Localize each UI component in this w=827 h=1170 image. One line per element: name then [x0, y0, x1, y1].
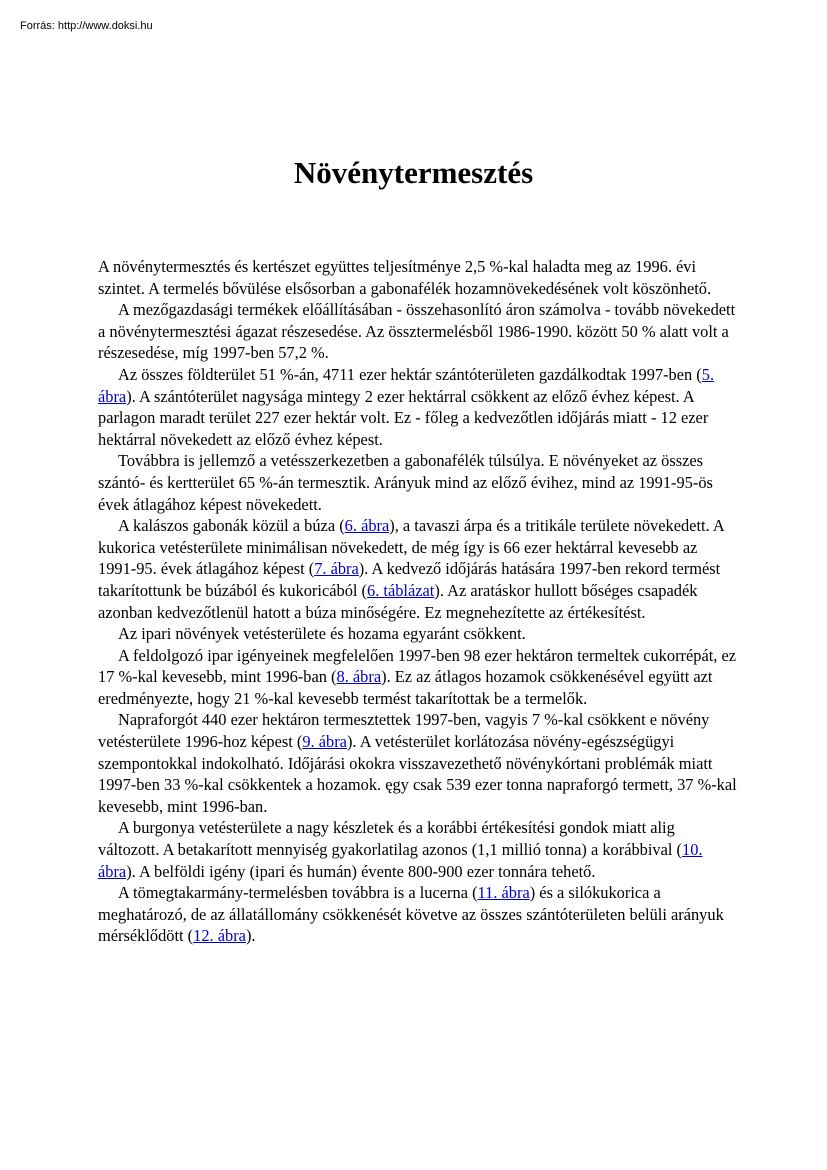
paragraph-text: Továbbra is jellemző a vetésszerkezetben a gabonafélék túlsúlya. E növényeket az összes szántó- és kertterület 65 %-án termesztik. Arányuk mind az előző évihez, mind az 1991-95-ös évek átlagához képest növekedett. — [98, 451, 713, 514]
paragraph-text: ). Az aratáskor hullott bőséges csapadék azonban kedvezőtlenül hatott a búza minőségére. Ez megnehezítette az értékesítést. — [98, 580, 698, 622]
paragraph — [98, 882, 738, 947]
page-title: Növénytermesztés — [293, 155, 534, 190]
paragraph-text: ). A belföldi igény (ipari és humán) évente 800-900 ezer tonnára tehető. — [126, 861, 596, 881]
paragraph-text: A növénytermesztés és kertészet együttes teljesítménye 2,5 %-kal haladta meg az 1996. évi szintet. A termelés bővülése elsősorban a gabonafélék hozamnövekedésének volt köszönhető. — [98, 257, 712, 298]
source-line: Forrás: http://www.doksi.hu — [20, 20, 153, 32]
figure-link[interactable]: 11. ábra — [477, 883, 530, 903]
figure-link[interactable]: 10. ábra — [98, 840, 703, 881]
paragraph — [98, 515, 738, 623]
paragraph — [98, 364, 738, 450]
figure-link[interactable]: 8. ábra — [336, 667, 382, 687]
paragraph-text: Az összes földterület 51 %-án, 4711 ezer hektár szántóterületen gazdálkodtak 1997-ben ( — [118, 364, 702, 384]
paragraph-text: ). A vetésterület korlátozása növény-egészségügyi szempontokkal indokolható. Időjárási okokra visszavezethető növénykórtani problémák miatt 1997-ben 33 %-kal csökkentek a hozamok. ęgy csak 539 ezer tonna napraforgó termett, 37 %-kal kevesebb, mint 1996-ban. — [98, 732, 737, 816]
paragraph — [98, 450, 738, 515]
paragraph — [98, 709, 738, 817]
figure-link[interactable]: 9. ábra — [302, 732, 347, 752]
paragraph-text: ), a tavaszi árpa és a tritikále területe növekedett. A kukorica vetésterülete minimálisan növekedett, de még így is 66 ezer hektárral kevesebb az 1991-95. évek átlagához képest ( — [98, 516, 724, 579]
paragraph-text: A mezőgazdasági termékek előállításában - összehasonlító áron számolva - tovább növekedett a növénytermesztési ágazat részesedése. Az össztermelésből 1986-1990. között 50 % alatt volt a részesedése, míg 1997-ben 57,2 %. — [98, 300, 736, 363]
paragraph-text: A kalászos gabonák közül a búza ( — [118, 516, 345, 536]
paragraph-text: A burgonya vetésterülete a nagy készletek és a korábbi értékesítési gondok miatt alig változott. A betakarított mennyiség gyakorlatilag azonos (1,1 millió tonna) a korábbival ( — [98, 818, 682, 860]
paragraph-text: ). A szántóterület nagysága mintegy 2 ezer hektárral csökkent az előző évhez képest. A parlagon maradt terület 227 ezer hektár volt. Ez - főleg a kedvezőtlen időjárás miatt - 12 ezer hektárral növekedett az előző évhez képest. — [98, 386, 709, 449]
paragraph — [98, 623, 738, 645]
figure-link[interactable]: 5. ábra — [98, 364, 715, 406]
paragraph — [98, 299, 738, 364]
paragraph-text: A feldolgozó ipar igényeinek megfelelően 1997-ben 98 ezer hektáron termeltek cukorrépát, ez 17 %-kal kevesebb, mint 1996-ban ( — [98, 645, 737, 687]
paragraph-text: ). — [245, 926, 256, 946]
paragraph — [98, 645, 738, 710]
paragraph — [98, 817, 738, 882]
paragraph-text: ). A kedvező időjárás hatására 1997-ben rekord termést takarítottunk be búzából és kukoricából ( — [98, 559, 721, 600]
figure-link[interactable]: 7. ábra — [314, 559, 359, 579]
paragraph-text: Az ipari növények vetésterülete és hozama egyaránt csökkent. — [118, 624, 526, 644]
figure-link[interactable]: 12. ábra — [193, 926, 246, 946]
figure-link[interactable]: 6. ábra — [344, 516, 390, 536]
body-text — [98, 256, 738, 947]
paragraph-text: ) és a silókukorica a meghatározó, de az állatállomány csökkenését követve az összes szántóterületen belüli arányuk mérséklődött ( — [98, 883, 724, 946]
paragraph-text: Napraforgót 440 ezer hektáron termesztettek 1997-ben, vagyis 7 %-kal csökkent e növény vetésterülete 1996-hoz képest ( — [98, 710, 710, 752]
paragraph-text: A tömegtakarmány-termelésben továbbra is a lucerna ( — [118, 883, 478, 903]
paragraph-text: ). Ez az átlagos hozamok csökkenésével együtt azt eredményezte, hogy 21 %-kal kevesebb termést takarítottak be a termelők. — [98, 667, 713, 708]
paragraph — [98, 256, 738, 299]
figure-link[interactable]: 6. táblázat — [367, 580, 435, 600]
